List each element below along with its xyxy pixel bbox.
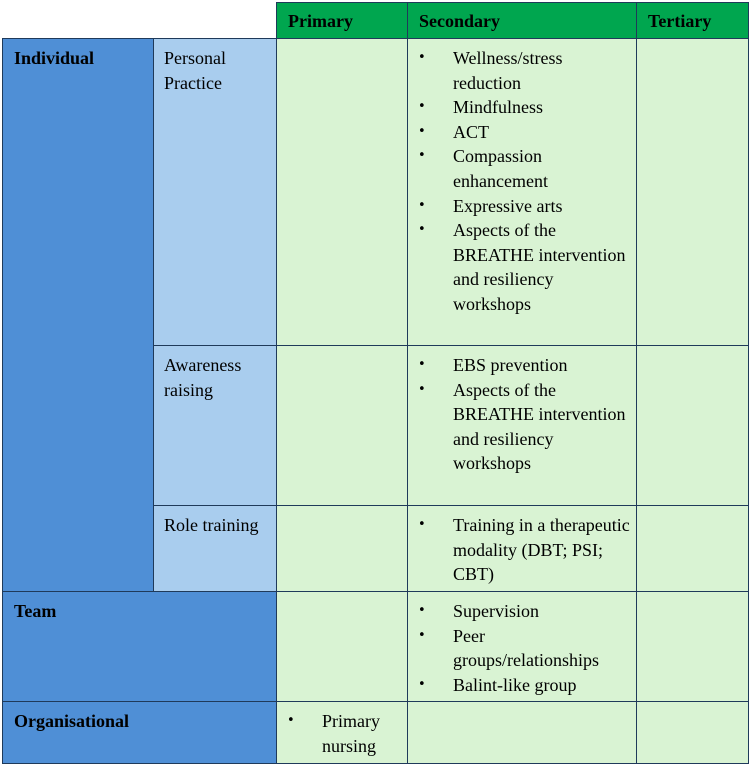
list-item: • Training in a therapeutic modality (DBT; PSI; CBT) bbox=[418, 513, 632, 587]
awareness-raising-secondary bbox=[408, 346, 637, 506]
personal-practice-primary bbox=[277, 39, 408, 346]
awareness-raising-primary bbox=[277, 346, 408, 506]
list-item: • Primary nursing bbox=[287, 709, 403, 758]
role-training-secondary bbox=[408, 506, 637, 592]
row-organisational bbox=[3, 702, 749, 763]
header-row bbox=[3, 3, 749, 39]
list-item: • Supervision bbox=[418, 599, 632, 624]
intervention-table bbox=[2, 2, 749, 764]
level-team: Team bbox=[3, 592, 277, 702]
list-item: • Peer groups/relationships bbox=[418, 624, 632, 673]
role-training-list bbox=[408, 506, 636, 591]
row-team bbox=[3, 592, 749, 702]
sublevel-awareness-raising: Awareness raising bbox=[154, 346, 277, 506]
organisational-list bbox=[277, 702, 407, 762]
organisational-secondary bbox=[408, 702, 637, 763]
team-list bbox=[408, 592, 636, 701]
list-item: • Aspects of the BREATHE intervention and resiliency workshops bbox=[418, 218, 632, 316]
row-personal-practice bbox=[3, 39, 749, 346]
team-primary bbox=[277, 592, 408, 702]
sublevel-personal-practice: Personal Practice bbox=[154, 39, 277, 346]
list-item: • EBS prevention bbox=[418, 353, 632, 378]
col-header-primary: Primary bbox=[277, 3, 408, 39]
list-item: • Balint-like group bbox=[418, 673, 632, 698]
awareness-raising-tertiary bbox=[637, 346, 749, 506]
list-item: • Compassion enhancement bbox=[418, 144, 632, 193]
corner-blank bbox=[3, 3, 277, 39]
col-header-tertiary: Tertiary bbox=[637, 3, 749, 39]
list-item: • Wellness/stress reduction bbox=[418, 46, 632, 95]
list-item: • Expressive arts bbox=[418, 194, 632, 219]
list-item: • Aspects of the BREATHE intervention and resiliency workshops bbox=[418, 378, 632, 476]
organisational-tertiary bbox=[637, 702, 749, 763]
personal-practice-secondary bbox=[408, 39, 637, 346]
personal-practice-tertiary bbox=[637, 39, 749, 346]
level-individual: Individual bbox=[3, 39, 154, 592]
col-header-secondary: Secondary bbox=[408, 3, 637, 39]
organisational-primary bbox=[277, 702, 408, 763]
level-organisational: Organisational bbox=[3, 702, 277, 763]
role-training-primary bbox=[277, 506, 408, 592]
team-secondary bbox=[408, 592, 637, 702]
team-tertiary bbox=[637, 592, 749, 702]
awareness-raising-list bbox=[408, 346, 636, 480]
personal-practice-list bbox=[408, 39, 636, 321]
role-training-tertiary bbox=[637, 506, 749, 592]
sublevel-role-training: Role training bbox=[154, 506, 277, 592]
list-item: • ACT bbox=[418, 120, 632, 145]
list-item: • Mindfulness bbox=[418, 95, 632, 120]
